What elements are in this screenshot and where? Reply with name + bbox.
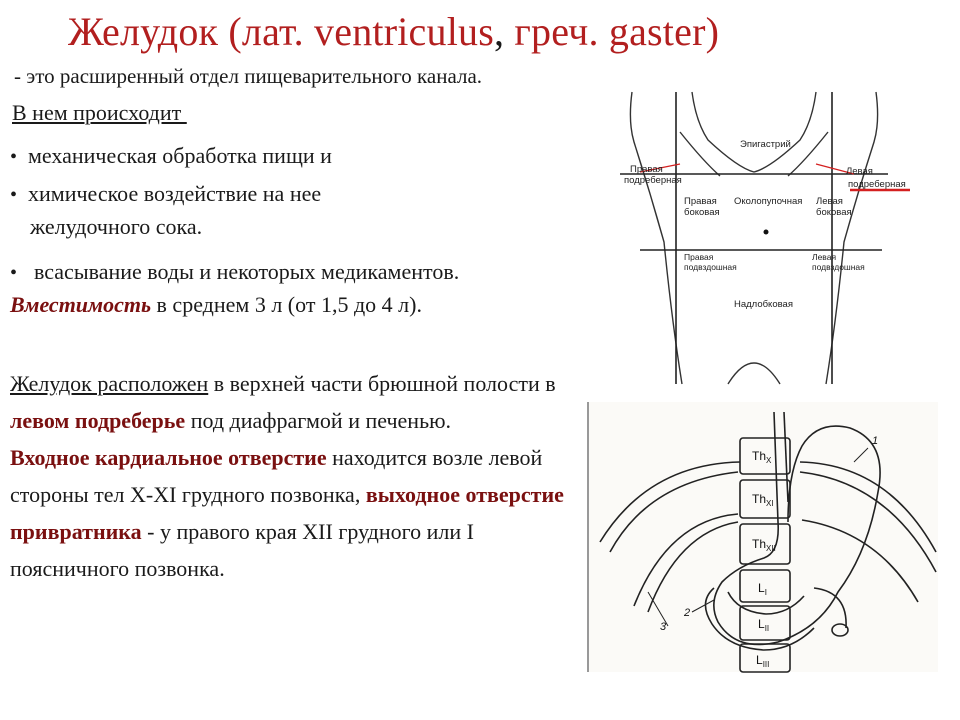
- location-underlined: Желудок расположен: [10, 371, 209, 396]
- region-left-hypochondrium-1: Левая: [846, 166, 873, 177]
- title-greek: греч. gaster): [504, 9, 720, 54]
- location-text-4: - у правого края XII грудного или I поясничного позвонка.: [10, 519, 474, 581]
- bullet-icon: •: [10, 262, 18, 284]
- region-right-inguinal-1: Правая: [684, 252, 714, 262]
- stomach-position-diagram: [588, 402, 938, 672]
- capacity-label: Вместимость: [10, 292, 152, 317]
- slide-title: [68, 8, 719, 55]
- function-item-label: химическое воздействие на нее: [28, 181, 322, 206]
- functions-heading: В нем происходит: [12, 100, 187, 125]
- function-item-absorption: [10, 256, 459, 289]
- location-paragraph: [10, 365, 570, 587]
- bullet-icon: •: [10, 146, 18, 168]
- bullet-icon: •: [10, 184, 18, 206]
- location-text-3: находится возле левой стороны тел X-XI грудного позвонка,: [10, 445, 543, 507]
- function-item-chemical-continued: желудочного сока.: [30, 214, 203, 239]
- region-pubic: Надлобковая: [734, 299, 793, 310]
- function-item-label: всасывание воды и некоторых медикаментов.: [34, 259, 460, 284]
- region-right-hypochondrium-1: Правая: [630, 164, 663, 175]
- title-main: Желудок (лат. ventriculus: [68, 9, 494, 54]
- figure-marker-3: 3: [660, 621, 667, 633]
- location-left-hypochondrium: левом подреберье: [10, 408, 186, 433]
- region-right-inguinal-2: подвздошная: [684, 262, 737, 272]
- region-left-lateral-2: боковая: [816, 207, 852, 218]
- region-left-lateral-1: Левая: [816, 196, 843, 207]
- region-left-inguinal-2: подвздошная: [812, 262, 865, 272]
- vertebra-l3-label: $L_{III}$: [756, 653, 770, 669]
- region-umbilical: Околопупочная: [734, 196, 803, 207]
- figure-marker-2: 2: [684, 607, 691, 619]
- vertebra-l2-label: $L_{II}$: [758, 617, 770, 633]
- location-text-1: в верхней части брюшной полости в: [208, 371, 556, 396]
- function-item-label: механическая обработка пищи и: [28, 143, 332, 168]
- vertebra-th10-label: $Th_X$: [752, 449, 772, 465]
- title-separator: ,: [494, 9, 505, 54]
- figure-marker-1: 1: [872, 435, 879, 447]
- location-text-2: под диафрагмой и печенью.: [185, 408, 452, 433]
- navel-dot: [764, 230, 769, 235]
- definition-text: - это расширенный отдел пищеварительного канала.: [14, 64, 483, 88]
- cardiac-opening-term: Входное кардиальное отверстие: [10, 445, 327, 470]
- region-right-lateral-1: Правая: [684, 196, 717, 207]
- pyloric-opening-term: выходное отверстие привратника: [10, 482, 564, 544]
- function-item-chemical: [10, 178, 321, 211]
- region-left-inguinal-1: Левая: [812, 252, 837, 262]
- region-right-hypochondrium-2: подреберная: [624, 175, 682, 186]
- vertebra-l1-label: $L_I$: [758, 581, 767, 597]
- abdomen-regions-diagram: [620, 92, 906, 384]
- capacity-value: в среднем 3 л (от 1,5 до 4 л).: [151, 292, 422, 317]
- vertebra-th12-label: $Th_{XII}$: [752, 537, 776, 553]
- vertebra-th11-label: $Th_{XI}$: [752, 492, 774, 508]
- region-left-hypochondrium-2: подреберная: [848, 179, 906, 190]
- function-item-mechanical: [10, 140, 332, 173]
- region-epigastric: Эпигастрий: [740, 139, 791, 150]
- capacity-text: [10, 292, 422, 318]
- region-right-lateral-2: боковая: [684, 207, 720, 218]
